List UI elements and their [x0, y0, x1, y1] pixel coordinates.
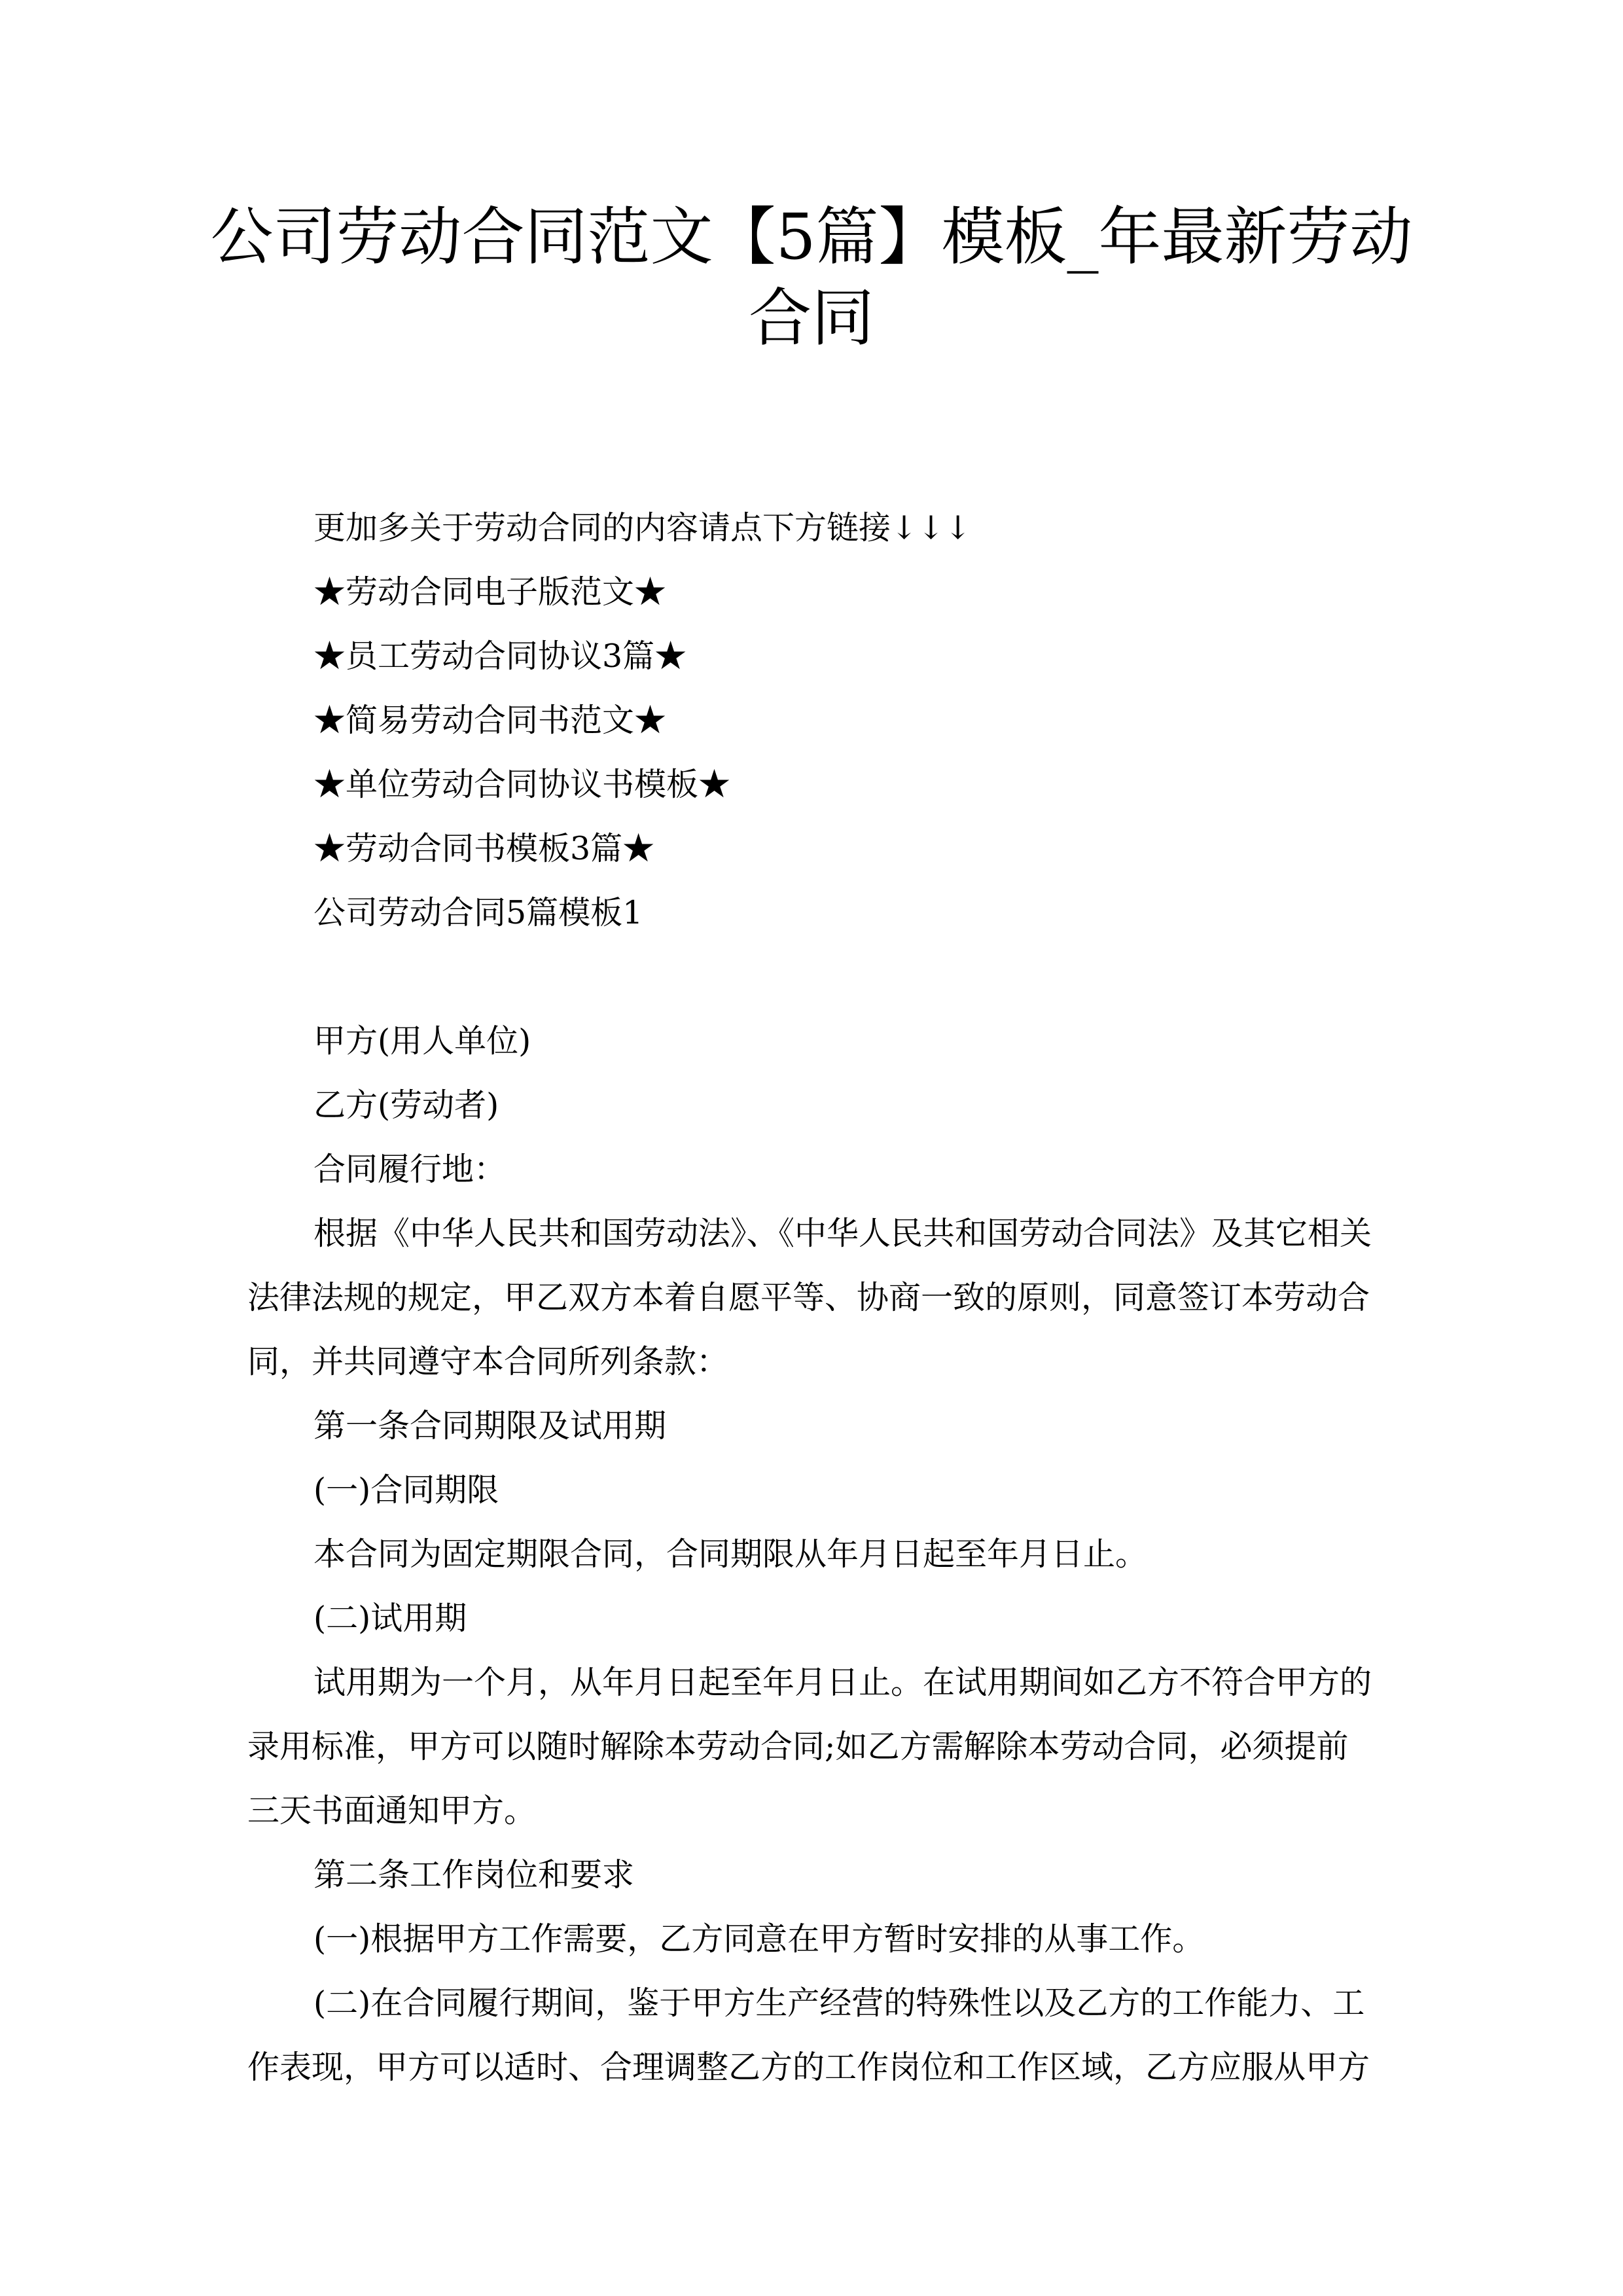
paragraph-line: (一)根据甲方工作需要，乙方同意在甲方暂时安排的从事工作。 — [313, 1920, 1205, 1958]
link-2[interactable]: ★员工劳动合同协议3篇★ — [313, 637, 687, 675]
title-line-1: 公司劳动合同范文【5篇】模板_年最新劳动 — [210, 200, 1413, 274]
link-3[interactable]: ★简易劳动合同书范文★ — [313, 702, 667, 739]
link-1[interactable]: ★劳动合同电子版范文★ — [313, 573, 667, 611]
document-title — [196, 196, 1427, 359]
paragraph-line: 第一条合同期限及试用期 — [313, 1407, 667, 1444]
paragraph-line: (二)在合同履行期间，鉴于甲方生产经营的特殊性以及乙方的工作能力、工 — [313, 1984, 1365, 2022]
paragraph-line: 第二条工作岗位和要求 — [313, 1856, 635, 1893]
paragraph-line: 乙方(劳动者) — [313, 1086, 499, 1124]
paragraph-line: (一)合同期限 — [313, 1471, 499, 1509]
paragraph-line: 法律法规的规定，甲乙双方本着自愿平等、协商一致的原则，同意签订本劳动合 — [247, 1279, 1370, 1316]
paragraph-line: 甲方(用人单位) — [313, 1022, 531, 1060]
link-4[interactable]: ★单位劳动合同协议书模板★ — [313, 766, 731, 803]
title-line-2: 合同 — [749, 281, 874, 355]
contract-paragraphs — [247, 1009, 1386, 2100]
paragraph-line: 同，并共同遵守本合同所列条款： — [247, 1343, 729, 1380]
paragraph-line: 录用标准，甲方可以随时解除本劳动合同;如乙方需解除本劳动合同，必须提前 — [247, 1728, 1349, 1765]
paragraph-line: 三天书面通知甲方。 — [247, 1792, 537, 1829]
intro-text: 更加多关于劳动合同的内容请点下方链接↓↓↓ — [313, 509, 972, 547]
section-heading: 公司劳动合同5篇模板1 — [313, 894, 643, 931]
paragraph-line: (二)试用期 — [313, 1600, 467, 1637]
paragraph-line: 作表现，甲方可以适时、合理调整乙方的工作岗位和工作区域，乙方应服从甲方 — [247, 2049, 1370, 2086]
paragraph-line: 试用期为一个月，从年月日起至年月日止。在试用期间如乙方不符合甲方的 — [313, 1664, 1372, 1701]
link-5[interactable]: ★劳动合同书模板3篇★ — [313, 830, 655, 867]
paragraph-line: 本合同为固定期限合同，合同期限从年月日起至年月日止。 — [313, 1535, 1148, 1573]
paragraph-line: 合同履行地： — [313, 1151, 507, 1188]
document-body — [247, 496, 1386, 2100]
blank-line — [247, 945, 1386, 1009]
paragraph-line: 根据《中华人民共和国劳动法》、《中华人民共和国劳动合同法》及其它相关 — [313, 1215, 1372, 1252]
